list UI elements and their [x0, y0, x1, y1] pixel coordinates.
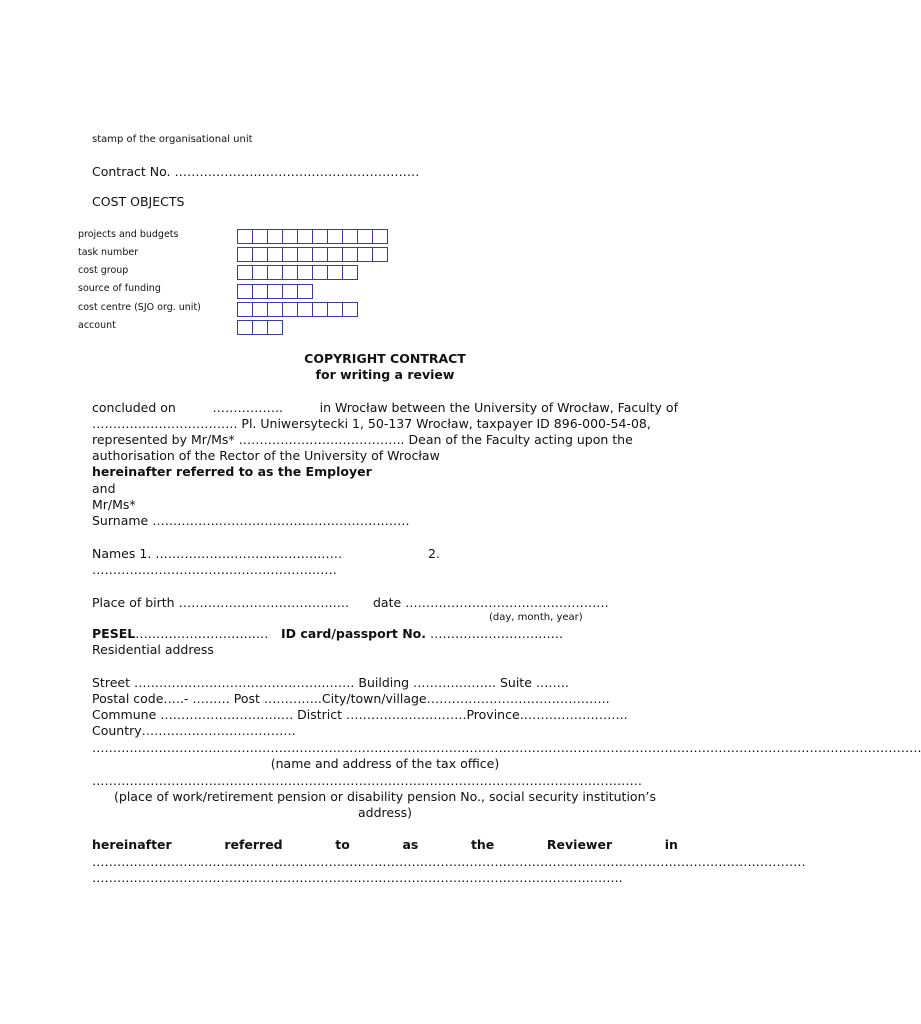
- intro-line-3: represented by Mr/Ms* ………….……….…………….. Dean of the Faculty acting upon the: [92, 432, 633, 447]
- digit-box[interactable]: [297, 302, 313, 317]
- reviewer-word: hereinafter: [92, 837, 172, 852]
- names-2-label: 2.: [428, 546, 440, 561]
- contract-number: Contract No. ……….……….………….……….……….……: [92, 164, 420, 179]
- digit-box[interactable]: [327, 265, 343, 280]
- digit-box[interactable]: [357, 247, 373, 262]
- digit-box[interactable]: [267, 302, 283, 317]
- digit-box[interactable]: [237, 229, 253, 244]
- postal-code-field: Postal code…..- ……… Post …………..City/town/village……………………………………..: [92, 691, 610, 706]
- tax-office-dots: ……….……….……….……….……….……….……….……….……….……….……….……….……….……….……….……….……….……….……….……….: [92, 740, 921, 755]
- cost-row-label: account: [78, 320, 116, 331]
- digit-box[interactable]: [342, 302, 358, 317]
- digit-box[interactable]: [237, 265, 253, 280]
- id-card-label: ID card/passport No.: [281, 626, 426, 641]
- digit-box[interactable]: [297, 247, 313, 262]
- digit-box[interactable]: [282, 302, 298, 317]
- pesel-dots: ……………………….….: [135, 626, 269, 641]
- date-format-hint: (day, month, year): [489, 612, 583, 623]
- mr-ms-label: Mr/Ms*: [92, 497, 136, 512]
- account-boxes[interactable]: [237, 320, 283, 335]
- reviewer-designation: [92, 837, 678, 852]
- digit-box[interactable]: [282, 229, 298, 244]
- digit-box[interactable]: [267, 320, 283, 335]
- concluded-place-text: in Wrocław between the University of Wrocław, Faculty of: [319, 400, 678, 415]
- id-card-field: [281, 626, 563, 641]
- cost-row-label: cost group: [78, 265, 129, 276]
- digit-box[interactable]: [312, 247, 328, 262]
- tax-office-hint: (name and address of the tax office): [270, 756, 500, 771]
- pesel-label: PESEL: [92, 626, 136, 641]
- place-of-work-hint: (place of work/retirement pension or disability pension No., social security institution’s: [114, 789, 656, 804]
- names-field: Names 1. ……………….……….……….……: [92, 546, 343, 561]
- digit-box[interactable]: [342, 265, 358, 280]
- digit-box[interactable]: [237, 284, 253, 299]
- place-of-birth-field: Place of birth ……………………………….….: [92, 595, 350, 610]
- digit-box[interactable]: [297, 265, 313, 280]
- digit-box[interactable]: [282, 284, 298, 299]
- digit-box[interactable]: [252, 284, 268, 299]
- commune-field: Commune ……………………….…. District ……………….……….Province……………………..: [92, 707, 628, 722]
- digit-box[interactable]: [252, 247, 268, 262]
- reviewer-dots-1: ……….……….……….……….……….……….……….……….……….……….……….……….……….……….……….……….…………: [92, 854, 806, 869]
- digit-box[interactable]: [282, 247, 298, 262]
- source-of-funding-boxes[interactable]: [237, 284, 313, 299]
- reviewer-word: referred: [224, 837, 283, 852]
- digit-box[interactable]: [267, 265, 283, 280]
- intro-line-4: authorisation of the Rector of the University of Wrocław: [92, 448, 440, 463]
- reviewer-word: the: [470, 837, 495, 852]
- and-text: and: [92, 481, 116, 496]
- reviewer-word: as: [402, 837, 419, 852]
- digit-box[interactable]: [297, 229, 313, 244]
- digit-box[interactable]: [252, 265, 268, 280]
- reviewer-word: to: [335, 837, 350, 852]
- digit-box[interactable]: [312, 229, 328, 244]
- residential-address-label: Residential address: [92, 642, 214, 657]
- digit-box[interactable]: [342, 247, 358, 262]
- projects-and-budgets-boxes[interactable]: [237, 229, 388, 244]
- digit-box[interactable]: [252, 229, 268, 244]
- digit-box[interactable]: [297, 284, 313, 299]
- digit-box[interactable]: [237, 247, 253, 262]
- digit-box[interactable]: [327, 247, 343, 262]
- cost-centre-boxes[interactable]: [237, 302, 358, 317]
- id-card-dots: ……………………….….: [429, 626, 563, 641]
- digit-box[interactable]: [237, 302, 253, 317]
- cost-row-label: projects and budgets: [78, 229, 179, 240]
- country-field: Country……………………………….: [92, 723, 296, 738]
- names-continuation: ………….……….……….……….……….……: [92, 562, 337, 577]
- digit-box[interactable]: [327, 229, 343, 244]
- place-of-work-dots: ……………………………………………………………………………………………………………………: [92, 773, 642, 788]
- cost-row-label: cost centre (SJO org. unit): [78, 302, 201, 313]
- digit-box[interactable]: [252, 320, 268, 335]
- reviewer-word: in: [664, 837, 678, 852]
- digit-box[interactable]: [327, 302, 343, 317]
- digit-box[interactable]: [357, 229, 373, 244]
- employer-designation: hereinafter referred to as the Employer: [92, 464, 372, 479]
- digit-box[interactable]: [312, 302, 328, 317]
- digit-box[interactable]: [252, 302, 268, 317]
- concluded-date-dots: ……………..: [212, 400, 283, 415]
- cost-group-boxes[interactable]: [237, 265, 358, 280]
- digit-box[interactable]: [342, 229, 358, 244]
- intro-line-2: ………….…………………. Pl. Uniwersytecki 1, 50-137 Wrocław, taxpayer ID 896-000-54-08,: [92, 416, 651, 431]
- digit-box[interactable]: [267, 284, 283, 299]
- digit-box[interactable]: [372, 229, 388, 244]
- surname-field: Surname …………….……….……….……….……….……: [92, 513, 410, 528]
- digit-box[interactable]: [267, 247, 283, 262]
- reviewer-dots-2: ……….……….……….……….……….……….……….……….……….……….……….……….……..: [92, 870, 623, 885]
- pesel-field: [92, 626, 268, 641]
- place-of-work-hint-cont: address): [358, 805, 412, 820]
- digit-box[interactable]: [282, 265, 298, 280]
- digit-box[interactable]: [312, 265, 328, 280]
- task-number-boxes[interactable]: [237, 247, 388, 262]
- date-of-birth-field: date ……………….……….……….……….: [373, 595, 609, 610]
- contract-subtitle: for writing a review: [315, 367, 455, 382]
- digit-box[interactable]: [372, 247, 388, 262]
- cost-row-label: source of funding: [78, 283, 161, 294]
- digit-box[interactable]: [267, 229, 283, 244]
- reviewer-word: Reviewer: [546, 837, 613, 852]
- stamp-label: stamp of the organisational unit: [92, 134, 253, 145]
- digit-box[interactable]: [237, 320, 253, 335]
- contract-title: COPYRIGHT CONTRACT: [304, 351, 466, 366]
- intro-line-1: [92, 400, 678, 415]
- cost-objects-heading: COST OBJECTS: [92, 194, 185, 209]
- concluded-on-label: concluded on: [92, 400, 176, 415]
- cost-row-label: task number: [78, 247, 139, 258]
- street-field: Street ……………………………………….……. Building ……………….. Suite ……..: [92, 675, 569, 690]
